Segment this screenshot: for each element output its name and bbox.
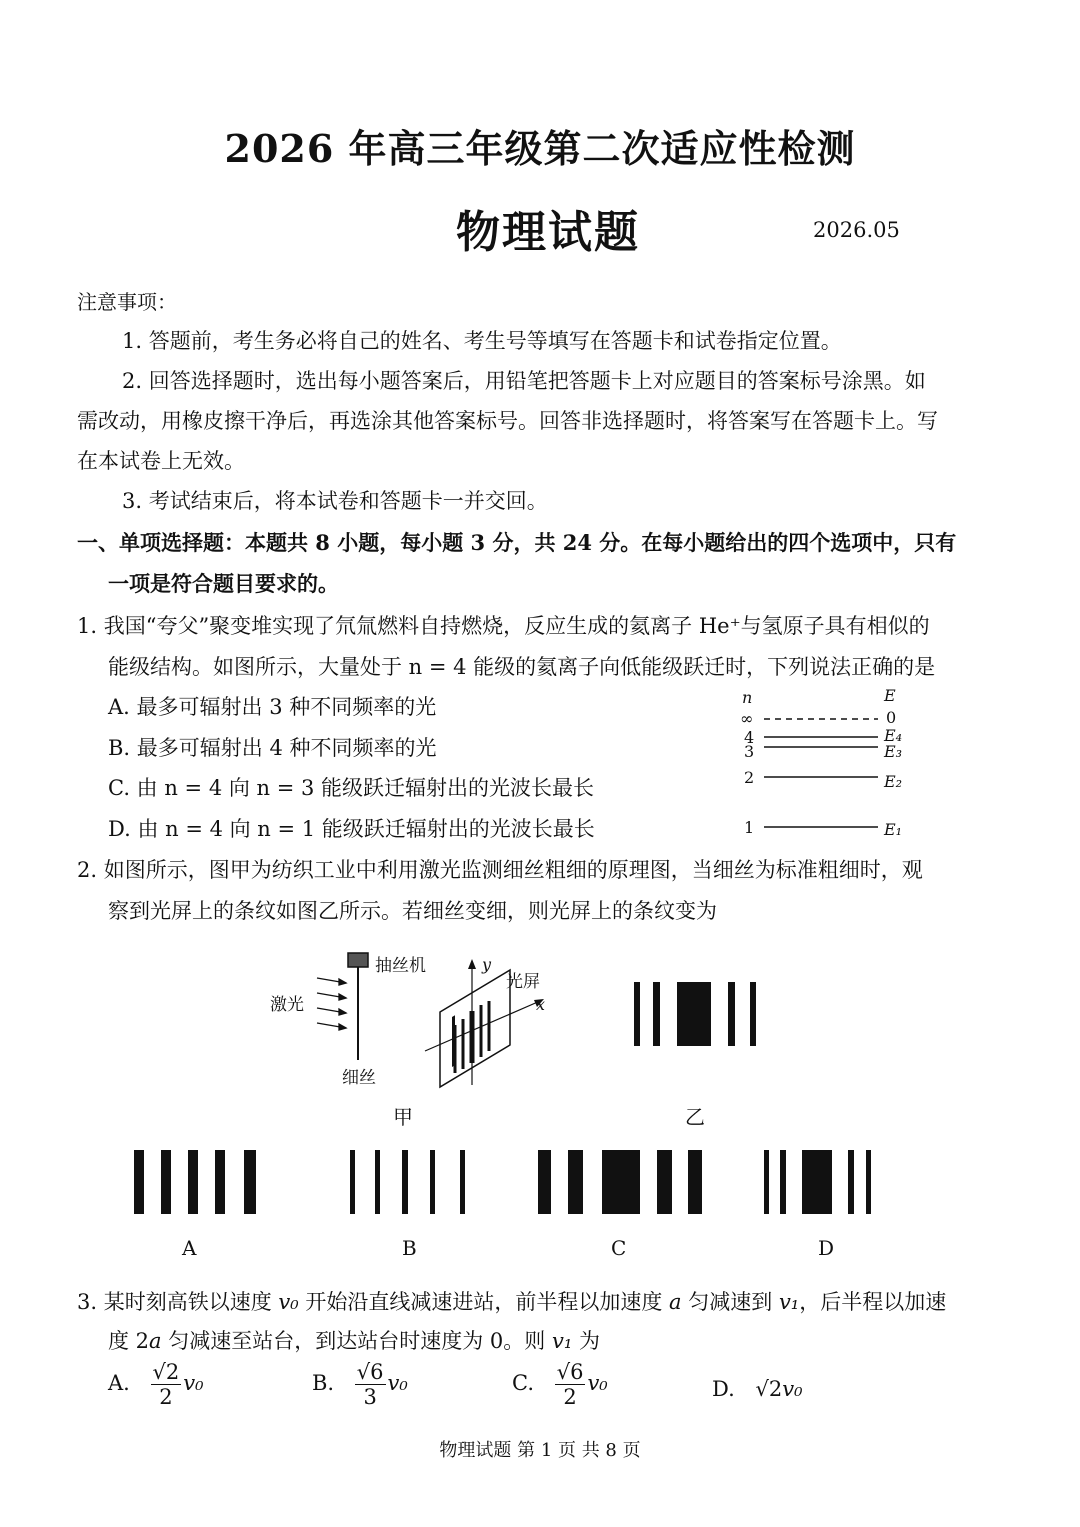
q3-option-c <box>512 1360 608 1409</box>
q2-option-c-label: C <box>611 1236 627 1260</box>
q3-var-a-2: a <box>149 1329 162 1353</box>
q3-option-a-var: v₀ <box>183 1371 204 1395</box>
q3-var-v1-2: v₁ <box>551 1329 573 1353</box>
q3-text-2a: 度 2 <box>108 1329 150 1353</box>
q3-option-a-letter: A. <box>108 1371 130 1395</box>
figure-jia-setup <box>260 945 560 1100</box>
exam-subtitle: 物理试题 <box>456 207 640 258</box>
q3-stem-line-1 <box>77 1287 946 1317</box>
fringes-c <box>536 1150 706 1216</box>
section-1-heading-line-2: 一项是符合题目要求的。 <box>108 571 339 596</box>
exam-title: 2026 年高三年级第二次适应性检测 <box>224 126 856 171</box>
q3-option-d-var: v₀ <box>782 1377 803 1401</box>
q3-option-c-den: 2 <box>563 1385 577 1409</box>
fringes-a <box>132 1150 262 1216</box>
n-axis-label: n <box>742 688 753 707</box>
q3-option-c-letter: C. <box>512 1371 534 1395</box>
q3-option-a-num: √2 <box>152 1360 180 1384</box>
q3-var-v0: v₀ <box>278 1290 299 1314</box>
q3-option-a-den: 2 <box>159 1385 173 1409</box>
notice-item-2-line-2: 需改动，用橡皮擦干净后，再选涂其他答案标号。回答非选择题时，将答案写在答题卡上。写 <box>77 409 938 433</box>
q2-option-b-label: B <box>402 1236 417 1260</box>
fringes-b <box>348 1150 473 1216</box>
level-e-1: E₁ <box>884 820 903 839</box>
laser-label: 激光 <box>270 995 304 1015</box>
q3-option-b-var: v₀ <box>387 1371 408 1395</box>
e-axis-label: E <box>884 686 896 705</box>
level-n-1: 1 <box>744 818 755 837</box>
q1-option-c: C. 由 n = 4 向 n = 3 能级跃迁辐射出的光波长最长 <box>108 776 595 800</box>
figure-yi-fringes <box>632 982 762 1048</box>
spinner-label: 抽丝机 <box>375 956 426 976</box>
fringes-d <box>762 1150 887 1216</box>
q3-option-b <box>312 1360 408 1409</box>
q3-var-v1: v₁ <box>778 1290 800 1314</box>
q3-option-b-num: √6 <box>356 1360 384 1384</box>
fringes-standard <box>632 982 762 1048</box>
q2-option-c-fringes <box>536 1150 706 1216</box>
q1-option-b: B. 最多可辐射出 4 种不同频率的光 <box>108 736 437 760</box>
figure-yi-caption: 乙 <box>685 1105 705 1129</box>
q3-text-1a: 3. 某时刻高铁以速度 <box>77 1290 279 1314</box>
level-n-2: 2 <box>744 768 755 787</box>
q3-text-1e: 匀减速到 <box>681 1290 779 1314</box>
q3-option-c-num: √6 <box>556 1360 584 1384</box>
level-e-4: E₄ <box>884 726 903 745</box>
figure-jia-caption: 甲 <box>393 1105 413 1129</box>
level-n-4: 4 <box>744 728 755 747</box>
screen-label: 光屏 <box>506 972 540 992</box>
energy-level-diagram <box>730 684 930 844</box>
level-n-3: 3 <box>744 742 755 761</box>
section-1-heading-line-1: 一、单项选择题：本题共 8 小题，每小题 3 分，共 24 分。在每小题给出的四个选项中，只有 <box>77 530 957 555</box>
q3-option-a-fraction <box>151 1360 182 1409</box>
q3-text-1c: 开始沿直线减速进站，前半程以加速度 <box>298 1290 670 1314</box>
q1-stem-line-2: 能级结构。如图所示，大量处于 n = 4 能级的氦离子向低能级跃迁时，下列说法正确的是 <box>108 655 936 679</box>
q3-text-2e: 为 <box>572 1329 600 1353</box>
q2-stem-line-2: 察到光屏上的条纹如图乙所示。若细丝变细，则光屏上的条纹变为 <box>108 899 717 923</box>
q3-text-1g: ，后半程以加速 <box>799 1290 947 1314</box>
q2-option-a-label: A <box>182 1236 197 1260</box>
q3-option-c-fraction <box>555 1360 586 1409</box>
q1-stem-line-1: 1. 我国“夸父”聚变堆实现了氘氚燃料自持燃烧，反应生成的氦离子 He⁺与氢原子具有相似的 <box>77 614 930 638</box>
wire-label: 细丝 <box>342 1068 376 1088</box>
q2-stem-line-1: 2. 如图所示，图甲为纺织工业中利用激光监测细丝粗细的原理图，当细丝为标准粗细时，观 <box>77 858 923 882</box>
q3-option-b-den: 3 <box>363 1385 377 1409</box>
q1-option-d: D. 由 n = 4 向 n = 1 能级跃迁辐射出的光波长最长 <box>108 817 595 841</box>
y-axis-label: y <box>482 955 492 974</box>
q3-var-a: a <box>669 1290 682 1314</box>
q3-stem-line-2 <box>108 1326 600 1356</box>
q2-option-d-label: D <box>818 1236 835 1260</box>
x-axis-label: x <box>536 995 546 1014</box>
q3-option-b-fraction <box>355 1360 386 1409</box>
level-n-inf: ∞ <box>740 709 754 728</box>
level-e-inf: 0 <box>886 708 897 727</box>
exam-date: 2026.05 <box>813 218 900 242</box>
q1-option-a: A. 最多可辐射出 3 种不同频率的光 <box>108 695 437 719</box>
notice-item-1: 1. 答题前，考生务必将自己的姓名、考生号等填写在答题卡和试卷指定位置。 <box>122 329 842 353</box>
q3-option-a <box>108 1360 204 1409</box>
q3-text-2c: 匀减速至站台，到达站台时速度为 0。则 <box>161 1329 552 1353</box>
q3-option-c-var: v₀ <box>587 1371 608 1395</box>
notice-item-2-line-3: 在本试卷上无效。 <box>77 449 245 473</box>
level-e-3: E₃ <box>884 742 903 761</box>
notice-item-2-line-1: 2. 回答选择题时，选出每小题答案后，用铅笔把答题卡上对应题目的答案标号涂黑。如 <box>122 369 926 393</box>
notice-heading: 注意事项： <box>77 290 177 314</box>
level-e-2: E₂ <box>884 772 903 791</box>
q3-option-d-letter: D. <box>712 1377 735 1401</box>
q2-option-d-fringes <box>762 1150 887 1216</box>
q3-option-d-expr: √2 <box>755 1377 783 1401</box>
notice-item-3: 3. 考试结束后，将本试卷和答题卡一并交回。 <box>122 489 548 513</box>
page-footer: 物理试题 第 1 页 共 8 页 <box>439 1440 641 1461</box>
q3-option-b-letter: B. <box>312 1371 335 1395</box>
q3-option-d <box>712 1374 803 1404</box>
q2-option-b-fringes <box>348 1150 473 1216</box>
q2-option-a-fringes <box>132 1150 262 1216</box>
